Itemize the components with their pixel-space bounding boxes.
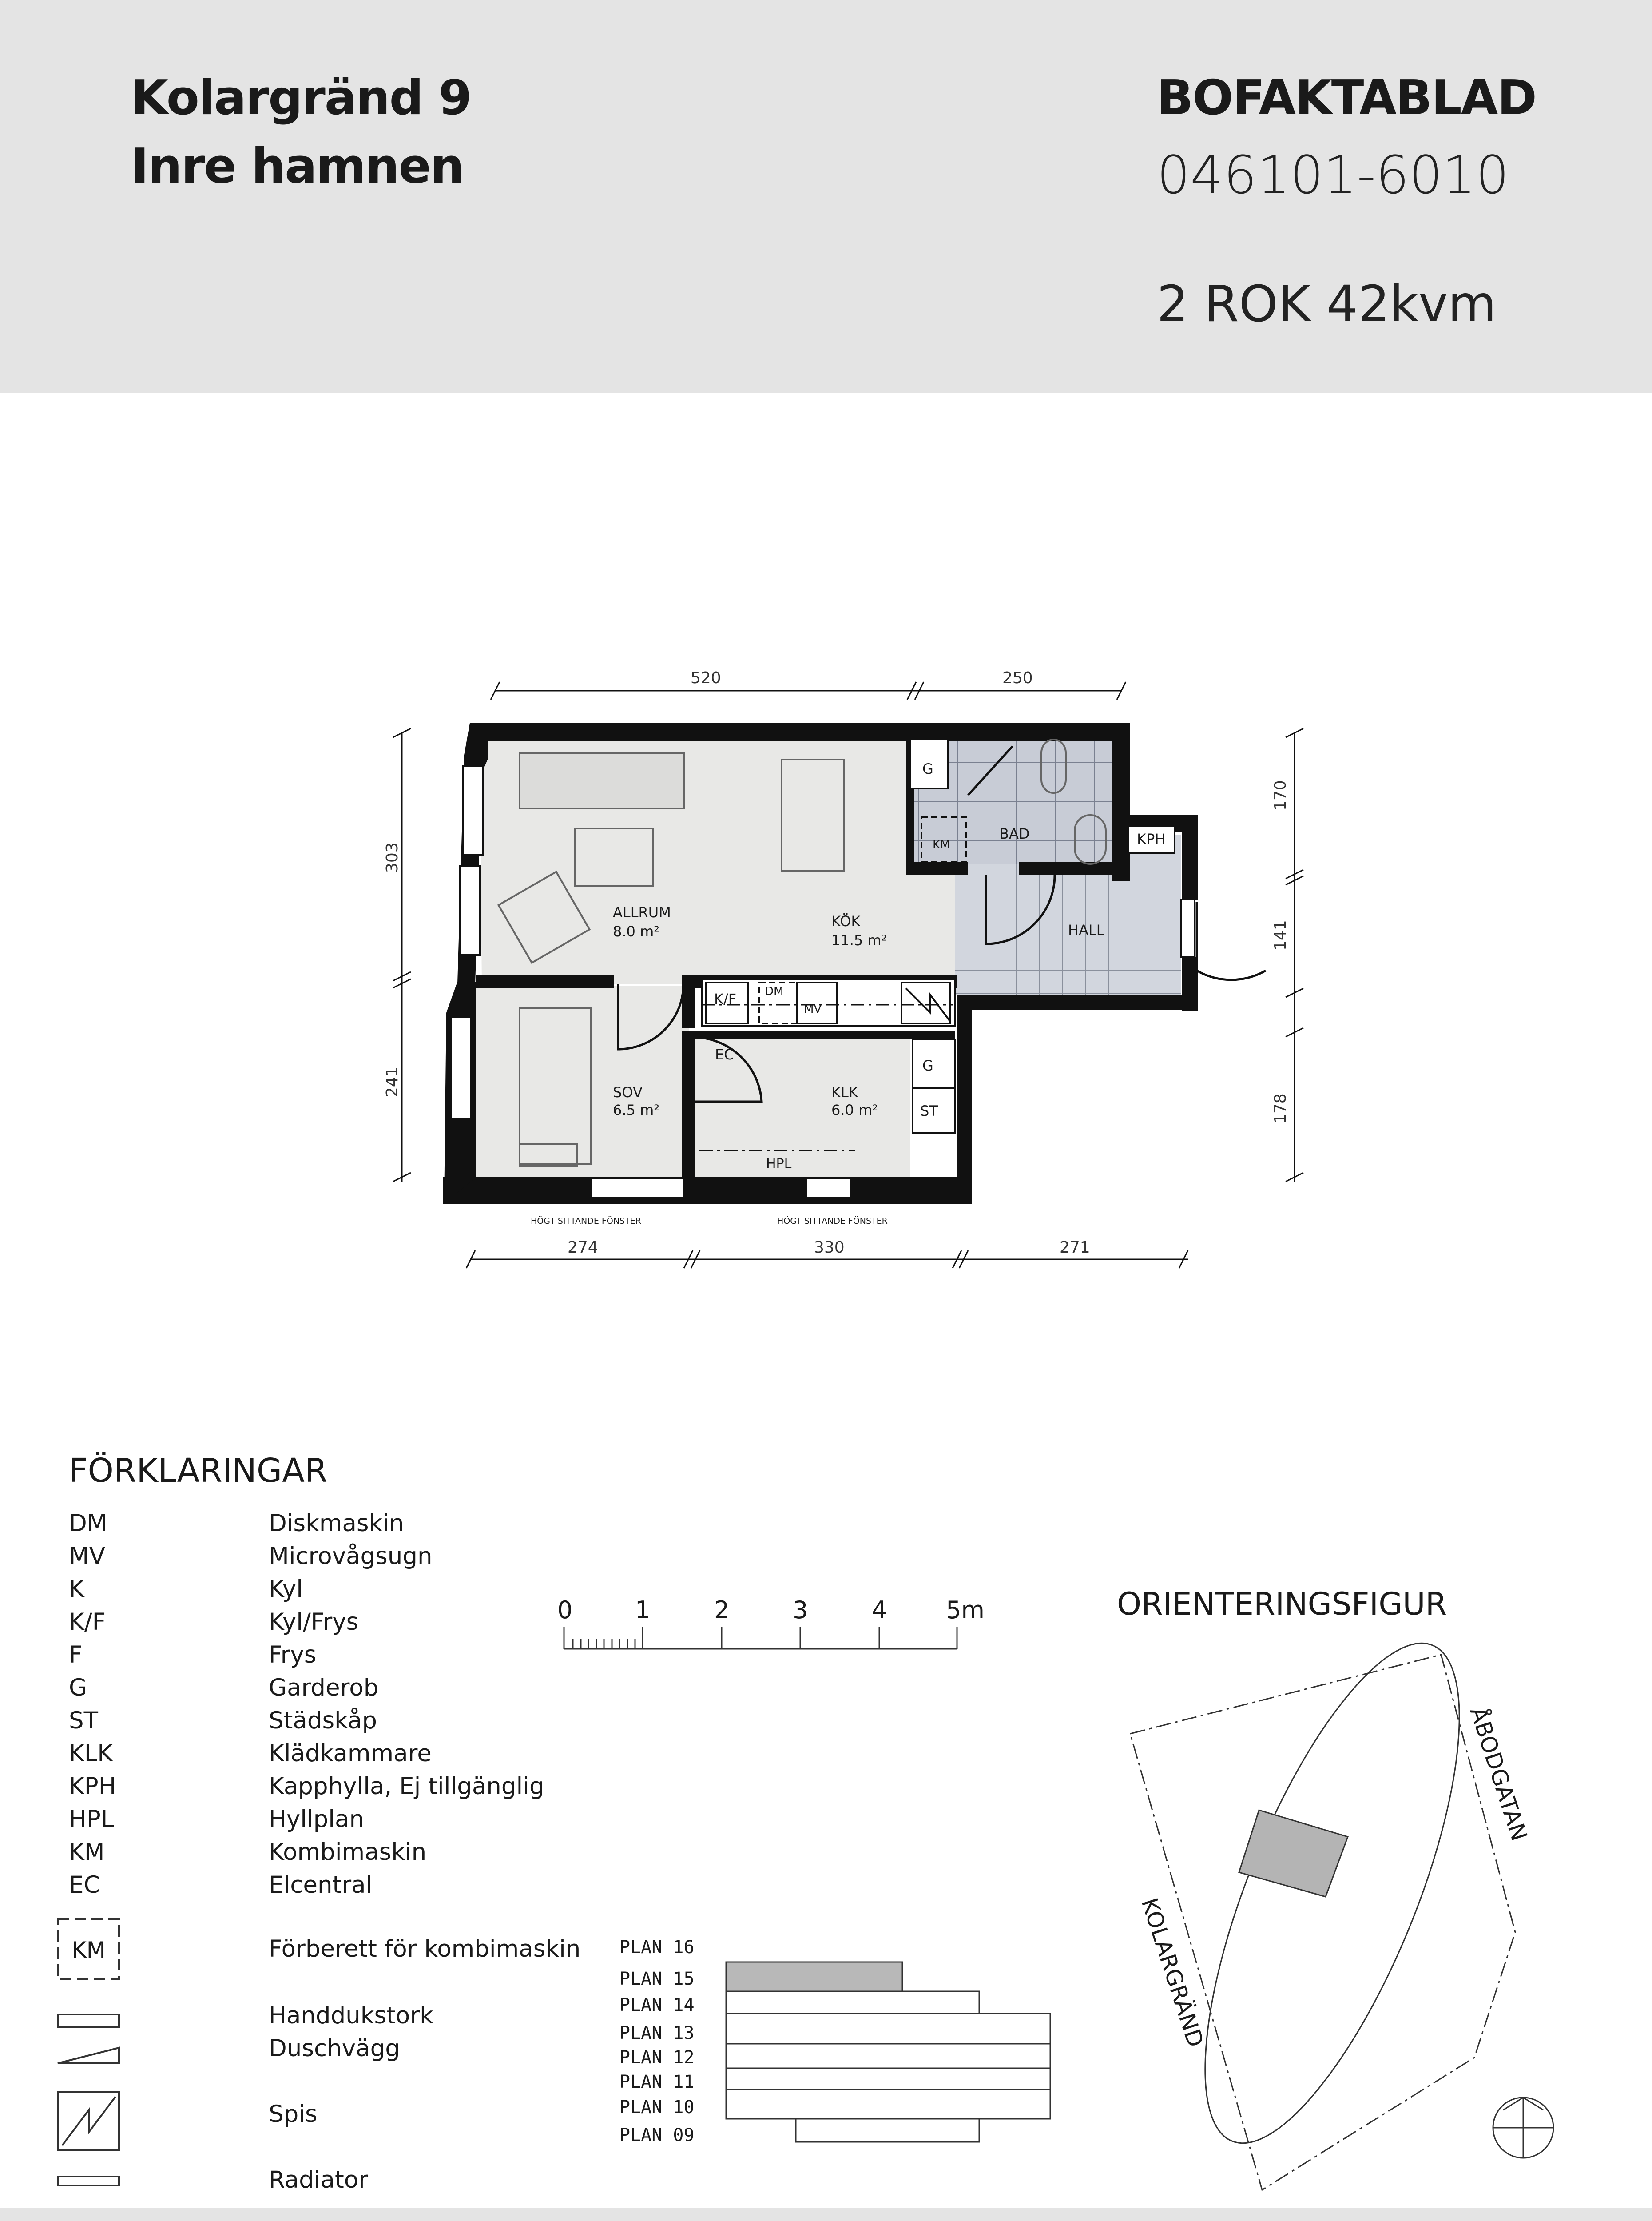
legend-abbr: KLK [69, 1740, 113, 1767]
legend-km-symbol: KM [72, 1937, 106, 1963]
legend-stove: Spis [269, 2101, 318, 2128]
legend-desc: Elcentral [269, 1871, 373, 1899]
legend-towel: Handdukstork [269, 2002, 433, 2029]
legend-abbr: KM [69, 1839, 105, 1866]
apartment-id: 046101-6010 [1157, 144, 1509, 206]
scale-label-3: 3 [793, 1596, 808, 1624]
legend-title: FÖRKLARINGAR [69, 1452, 328, 1490]
orientation-title: ORIENTERINGSFIGUR [1117, 1586, 1447, 1622]
fixture-g1: G [922, 760, 933, 777]
floor-label-15: PLAN 15 [620, 1969, 695, 1989]
street-kolargrand: KOLARGRÄND [1136, 1895, 1209, 2050]
legend-desc: Hyllplan [269, 1806, 365, 1833]
scale-label-2: 2 [714, 1596, 730, 1624]
room-klk: KLK [831, 1084, 858, 1101]
floor-label-10: PLAN 10 [620, 2097, 695, 2118]
legend-desc: Kombimaskin [269, 1839, 427, 1866]
fixture-ec: EC [715, 1046, 734, 1063]
legend-abbr: K [69, 1576, 84, 1603]
scale-label-5: 5m [946, 1596, 985, 1624]
dim-bottom-right: 271 [1060, 1238, 1090, 1257]
legend-desc: Klädkammare [269, 1740, 432, 1767]
legend-abbr: HPL [69, 1806, 114, 1833]
orientation-figure [1130, 1614, 1553, 2190]
legend-desc: Diskmaskin [269, 1510, 404, 1537]
street-abodgatan: ÅBODGATAN [1465, 1704, 1533, 1844]
doc-type: BOFAKTABLAD [1157, 70, 1537, 126]
floor-label-13: PLAN 13 [620, 2023, 695, 2043]
scale-label-0: 0 [557, 1596, 573, 1624]
fixture-mv: MV [804, 1003, 822, 1016]
floor-label-11: PLAN 11 [620, 2072, 695, 2092]
scale-bar [564, 1627, 957, 1649]
dim-left-upper: 303 [383, 842, 401, 873]
legend-abbr: DM [69, 1510, 107, 1537]
fixture-kph: KPH [1137, 831, 1166, 848]
fixture-hpl: HPL [766, 1156, 792, 1172]
room-klk-area: 6.0 m² [831, 1102, 878, 1118]
legend-abbr: G [69, 1674, 87, 1701]
legend-shower: Duschvägg [269, 2035, 400, 2062]
dim-right-middle: 141 [1271, 920, 1290, 951]
legend-abbr: KPH [69, 1773, 116, 1800]
dim-right-lower: 178 [1271, 1093, 1290, 1124]
floor-label-12: PLAN 12 [620, 2047, 695, 2068]
dim-top-right: 250 [1002, 669, 1033, 687]
legend-desc: Kapphylla, Ej tillgänglig [269, 1773, 544, 1800]
scale-label-4: 4 [872, 1596, 887, 1624]
area-title: Inre hamnen [131, 139, 464, 194]
legend-desc: Garderob [269, 1674, 379, 1701]
dim-right-upper: 170 [1271, 780, 1290, 811]
room-allrum-area: 8.0 m² [613, 923, 660, 940]
legend-radiator: Radiator [269, 2166, 368, 2193]
legend-abbr: ST [69, 1707, 99, 1734]
legend-desc: Microvågsugn [269, 1543, 433, 1570]
dim-bottom-middle: 330 [814, 1238, 845, 1257]
legend-km-prepared: Förberett för kombimaskin [269, 1935, 581, 1962]
apartment-size: 2 ROK 42kvm [1157, 275, 1497, 333]
address-title: Kolargränd 9 [131, 70, 471, 126]
fixture-kf: K/F [714, 991, 737, 1007]
room-kok-area: 11.5 m² [831, 932, 887, 949]
dim-bottom-left: 274 [568, 1238, 598, 1257]
room-sov-area: 6.5 m² [613, 1102, 660, 1118]
fixture-st: ST [920, 1103, 938, 1119]
floor-label-09: PLAN 09 [620, 2125, 695, 2145]
legend-abbr: EC [69, 1871, 100, 1899]
legend-abbr: F [69, 1641, 83, 1668]
room-kok: KÖK [831, 913, 861, 930]
legend-desc: Kyl/Frys [269, 1608, 359, 1636]
floor-label-14: PLAN 14 [620, 1995, 695, 2015]
scale-label-1: 1 [635, 1596, 651, 1624]
room-bad: BAD [999, 825, 1030, 842]
dim-left-lower: 241 [383, 1067, 401, 1097]
legend-desc: Frys [269, 1641, 317, 1668]
legend-desc: Städskåp [269, 1707, 377, 1734]
fixture-km: KM [933, 838, 950, 852]
floor-stack [726, 1962, 1050, 2142]
fixture-g2: G [922, 1057, 933, 1074]
room-hall: HALL [1068, 922, 1104, 939]
footer-band [0, 2208, 1652, 2221]
legend-abbr: MV [69, 1543, 105, 1570]
room-sov: SOV [613, 1084, 643, 1101]
floor-label-16: PLAN 16 [620, 1937, 695, 1958]
legend-desc: Kyl [269, 1576, 303, 1603]
room-allrum: ALLRUM [613, 904, 671, 921]
window-note-2: HÖGT SITTANDE FÖNSTER [777, 1216, 888, 1226]
window-note-1: HÖGT SITTANDE FÖNSTER [531, 1216, 641, 1226]
dim-top-left: 520 [691, 669, 721, 687]
fixture-dm: DM [765, 985, 784, 998]
legend-abbr: K/F [69, 1608, 106, 1636]
